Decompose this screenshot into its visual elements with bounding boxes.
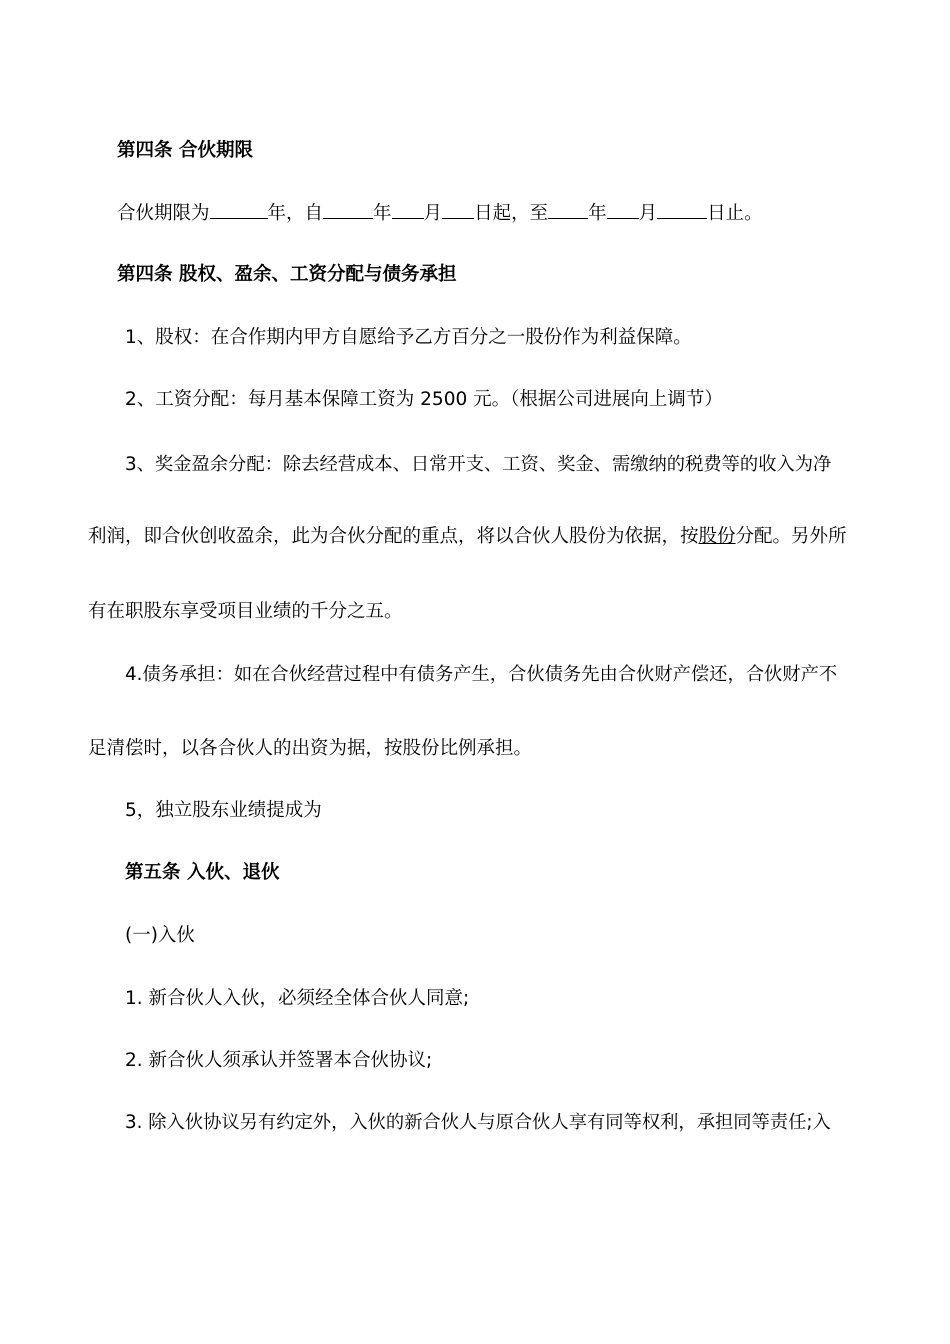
article5-sub-1: (一)入伙 <box>125 925 195 946</box>
equity-item-4-line-2: 足清偿时，以各合伙人的出资为据，按股份比例承担。 <box>88 738 533 759</box>
article5-item-3: 3. 除入伙协议另有约定外，入伙的新合伙人与原合伙人享有同等权利，承担同等责任;入 <box>125 1112 831 1133</box>
term-text-7: 月 <box>638 203 658 224</box>
article5-item-1: 1. 新合伙人入伙，必须经全体合伙人同意; <box>125 988 470 1009</box>
term-text-4: 月 <box>423 203 443 224</box>
term-years-blank <box>210 200 268 219</box>
item3-text-b: 分配。另外所 <box>735 526 847 547</box>
start-year-blank <box>323 200 373 219</box>
term-text-2: 年，自 <box>267 203 324 224</box>
equity-item-5: 5，独立股东业绩提成为 <box>125 800 322 821</box>
article4-term-heading: 第四条 合伙期限 <box>117 140 253 161</box>
equity-item-3-line-3: 有在职股东享受项目业绩的千分之五。 <box>88 601 403 622</box>
equity-item-2: 2、工资分配：每月基本保障工资为 2500 元。（根据公司进展向上调节） <box>125 389 723 410</box>
end-year-blank <box>548 200 588 219</box>
article5-item-2: 2. 新合伙人须承认并签署本合伙协议; <box>125 1050 433 1071</box>
end-month-blank <box>607 200 639 219</box>
article5-heading: 第五条 入伙、退伙 <box>125 862 280 883</box>
equity-item-4-line-1: 4.债务承担：如在合伙经营过程中有债务产生，合伙债务先由合伙财产偿还，合伙财产不 <box>125 664 838 685</box>
article4-equity-heading: 第四条 股权、盈余、工资分配与债务承担 <box>117 264 457 285</box>
term-text-1: 合伙期限为 <box>117 203 210 224</box>
term-text-6: 年 <box>588 203 607 224</box>
term-text-5: 日起，至 <box>474 203 549 224</box>
term-text-8: 日止。 <box>707 203 763 224</box>
equity-item-3-line-1: 3、奖金盈余分配：除去经营成本、日常开支、工资、奖金、需缴纳的税费等的收入为净 <box>125 454 832 475</box>
equity-item-3-line-2 <box>88 524 847 550</box>
item3-underlined-shares: 股份 <box>698 526 736 547</box>
term-text-3: 年 <box>373 203 392 224</box>
start-month-blank <box>392 200 424 219</box>
term-line <box>117 200 763 227</box>
equity-item-1: 1、股权：在合作期内甲方自愿给予乙方百分之一股份作为利益保障。 <box>125 327 692 348</box>
start-day-blank <box>442 200 474 219</box>
item3-text-a: 利润，即合伙创收盈余，此为合伙分配的重点，将以合伙人股份为依据，按 <box>88 526 699 547</box>
end-day-blank <box>657 200 707 219</box>
